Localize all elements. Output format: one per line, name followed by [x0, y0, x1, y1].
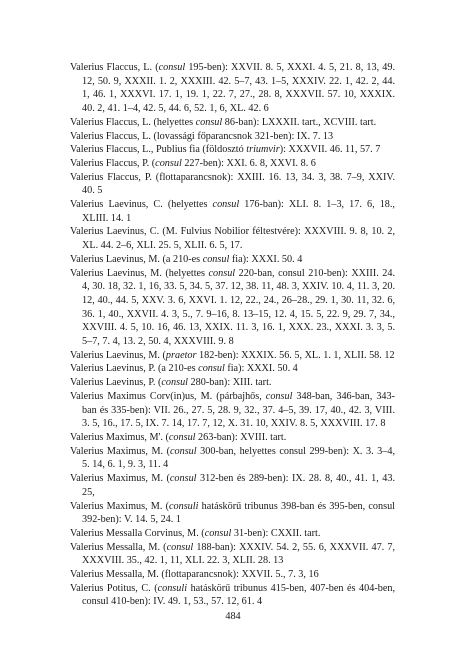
entry-text: Valerius Laevinus, P. (: [70, 377, 162, 389]
entry-text: Valerius Laevinus, C. (helyettes: [70, 199, 213, 211]
index-entry: [70, 143, 395, 157]
entry-references: 300-ban, helyettes consul 299-ben): X. 3. 3–4, 5. 14, 6. 1, 9. 3, 11. 4: [82, 445, 395, 471]
index-entry: [70, 472, 395, 499]
entry-text: Valerius Maximus Corv(in)us, M. (párbajhős,: [70, 390, 266, 402]
entry-italic-term: consul: [195, 116, 223, 128]
entry-italic-term: consul: [202, 253, 230, 265]
page-number: 484: [225, 611, 241, 622]
entry-text: Valerius Flaccus, L., Publius fia (földosztó: [70, 144, 247, 156]
entry-text: Valerius Flaccus, L. (helyettes: [70, 116, 196, 128]
entry-text: Valerius Maximus, M. (: [70, 473, 170, 485]
entry-text: Valerius Laevinus, P. (a 210-es: [70, 363, 199, 375]
entry-references: 195-ben): XXVII. 8. 5, XXXI. 4. 5, 21. 8, 13, 49. 12, 50. 9, XXXII. 1. 2, XXXIII. 42. 5–7, 43. 1–5, XXXIV. 22. 1, 42. 2, 44. 1, 46. 1, XXXVI. 17. 1, 19. 1, 22. 7, 27., 28. 8, XXXVII. 57. 10, XXXIX. 40. 2, 41. 1–4, 42. 5, 44. 6, 52. 1, 6, XL. 42. 6: [82, 62, 395, 115]
index-entry: [70, 445, 395, 472]
index-entry: [70, 267, 395, 349]
entry-text: Valerius Messalla, M. (: [70, 541, 167, 553]
entry-italic-term: consul: [198, 363, 225, 375]
index-entry: [70, 130, 395, 144]
entry-italic-term: triumvir: [246, 144, 280, 156]
index-entry: [70, 390, 395, 431]
entry-text: Valerius Laevinus, M. (helyettes: [70, 267, 209, 279]
entry-text: Valerius Flaccus, P. (: [70, 157, 156, 169]
entry-references: 182-ben): XXXIX. 56. 5, XL. 1. 1, XLII. 58. 12: [196, 349, 395, 361]
index-entry: [70, 225, 395, 252]
entry-italic-term: consul: [208, 267, 236, 279]
entry-italic-term: consul: [158, 62, 186, 73]
entry-references: hatáskörű tribunus 398-ban és 395-ben, consul 392-ben): V. 14. 5, 24. 1: [82, 500, 395, 526]
entry-text: Valerius Laevinus, M. (a 210-es: [70, 253, 203, 265]
entry-italic-term: consul: [166, 541, 194, 553]
entry-references: 188-ban): XXXIV. 54. 2, 55. 6, XXXVII. 47. 7, XXXVIII. 35., 42. 1, 11, XLI. 22. 3, XLII. 28. 13: [82, 541, 396, 567]
entry-references: 86-ban): LXXXII. tart., XCVIII. tart.: [222, 116, 377, 128]
index-entry: [70, 527, 395, 541]
entry-references: ): XXXVII. 46. 11, 57. 7: [279, 144, 381, 156]
index-entry: [70, 198, 395, 225]
entry-references: 220-ban, consul 210-ben): XXIII. 24. 4, 30. 18, 32. 1, 16, 33. 5, 34. 5, 37. 12, 38. 11, 48. 3, XXIV. 10. 4, 11. 3, 20. 12, 40., 44. 5, XXV. 3. 6, XXVI. 1. 12, 22., 24., 26–28., 29. 1, 30. 11, 32. 6, 36. 1, 40., XXVII. 4. 3, 5., 7. 9–16, 8. 13–15, 12. 4, 15. 5, 22. 9, 29. 7, 34., XXVIII. 4. 5, 10. 16, 46. 13, XXIX. 11. 3, 16. 1, XXX. 23., XXXI. 3. 3, 5. 5–7, 7. 4, 13. 2, 50. 4, XXXVIII. 9. 8: [82, 267, 395, 348]
entry-text: Valerius Messalla, M. (flottaparancsnok): XXVII. 5., 7. 3, 16: [70, 569, 319, 581]
index-entry: [70, 431, 395, 445]
index-entry: [70, 500, 395, 527]
entry-italic-term: consul: [161, 377, 188, 389]
entry-text: Valerius Flaccus, L. (lovassági főparancsnok 321-ben): IX. 7. 13: [70, 130, 334, 142]
entry-references: 312-ben és 289-ben): IX. 28. 8, 40., 41. 1, 43. 25,: [82, 473, 395, 498]
entry-italic-term: consul: [204, 527, 232, 539]
index-entry: [70, 171, 395, 198]
entry-text: Valerius Maximus, M. (: [70, 500, 169, 512]
index-entry: [70, 253, 395, 267]
entry-references: 176-ban): XLI. 8. 1–3, 17. 6, 18., XLIII. 14. 1: [82, 199, 395, 224]
entry-italic-term: consul: [170, 445, 197, 457]
entry-references: 227-ben): XXI. 6. 8, XXVI. 8. 6: [181, 157, 316, 169]
index-entry: [70, 157, 395, 171]
entry-references: fia): XXXI. 50. 4: [224, 363, 298, 375]
entry-references: 263-ban): XVIII. tart.: [195, 431, 287, 443]
index-entry: [70, 541, 395, 568]
entry-italic-term: consul: [168, 431, 196, 443]
entry-references: hatáskörű tribunus 415-ben, 407-ben és 404-ben, consul 410-ben): IV. 49. 1, 53., 57. 12, 61. 4: [82, 582, 395, 608]
index-entry: [70, 582, 395, 609]
entry-italic-term: consul: [155, 157, 182, 169]
index-entry: [70, 362, 395, 376]
entry-italic-term: consuli: [169, 500, 199, 512]
index-entry: [70, 568, 395, 582]
entry-text: Valerius Messalla Corvinus, M. (: [70, 527, 205, 539]
index-entry: [70, 349, 395, 363]
entry-text: Valerius Maximus, M'. (: [70, 431, 169, 443]
entry-text: Valerius Laevinus, C. (M. Fulvius Nobilior féltestvére): XXXVIII. 9. 8, 10. 2, XL. 44. 2–6, XLI. 25. 5, XLII. 6. 5, 17.: [70, 226, 395, 252]
entry-italic-term: praetor: [165, 349, 197, 361]
entry-text: Valerius Flaccus, L. (: [70, 62, 159, 73]
index-entry: [70, 376, 395, 390]
entry-italic-term: consul: [265, 390, 293, 402]
index-entry: [70, 116, 395, 130]
entry-italic-term: consul: [169, 473, 197, 485]
entry-italic-term: consul: [212, 199, 240, 211]
index-entry: [70, 61, 395, 116]
entry-references: 31-ben): CXXII. tart.: [231, 527, 321, 539]
entry-references: 280-ban): XIII. tart.: [188, 377, 272, 389]
entry-text: Valerius Laevinus, M. (: [70, 349, 166, 361]
entry-italic-term: consuli: [157, 582, 188, 594]
entry-references: fia): XXXI. 50. 4: [229, 253, 303, 265]
entry-text: Valerius Maximus, M. (: [70, 445, 170, 457]
entry-text: Valerius Flaccus, P. (flottaparancsnok): XXIII. 16. 13, 34. 3, 38. 7–9, XXIV. 40. 5: [70, 171, 395, 197]
entry-text: Valerius Potitus, C. (: [70, 582, 158, 594]
index-entries: [70, 61, 395, 609]
entry-references: 348-ban, 346-ban, 343-ban és 335-ben): VII. 26., 27. 5, 28. 9, 32., 37. 4–5, 39. 17, 40., 42. 3, VIII. 3. 5, 16., 17. 5, IX. 7. 14, 17. 7, 12, X. 31. 10, XXIV. 8. 5, XXXVIII. 17. 8: [82, 390, 395, 430]
